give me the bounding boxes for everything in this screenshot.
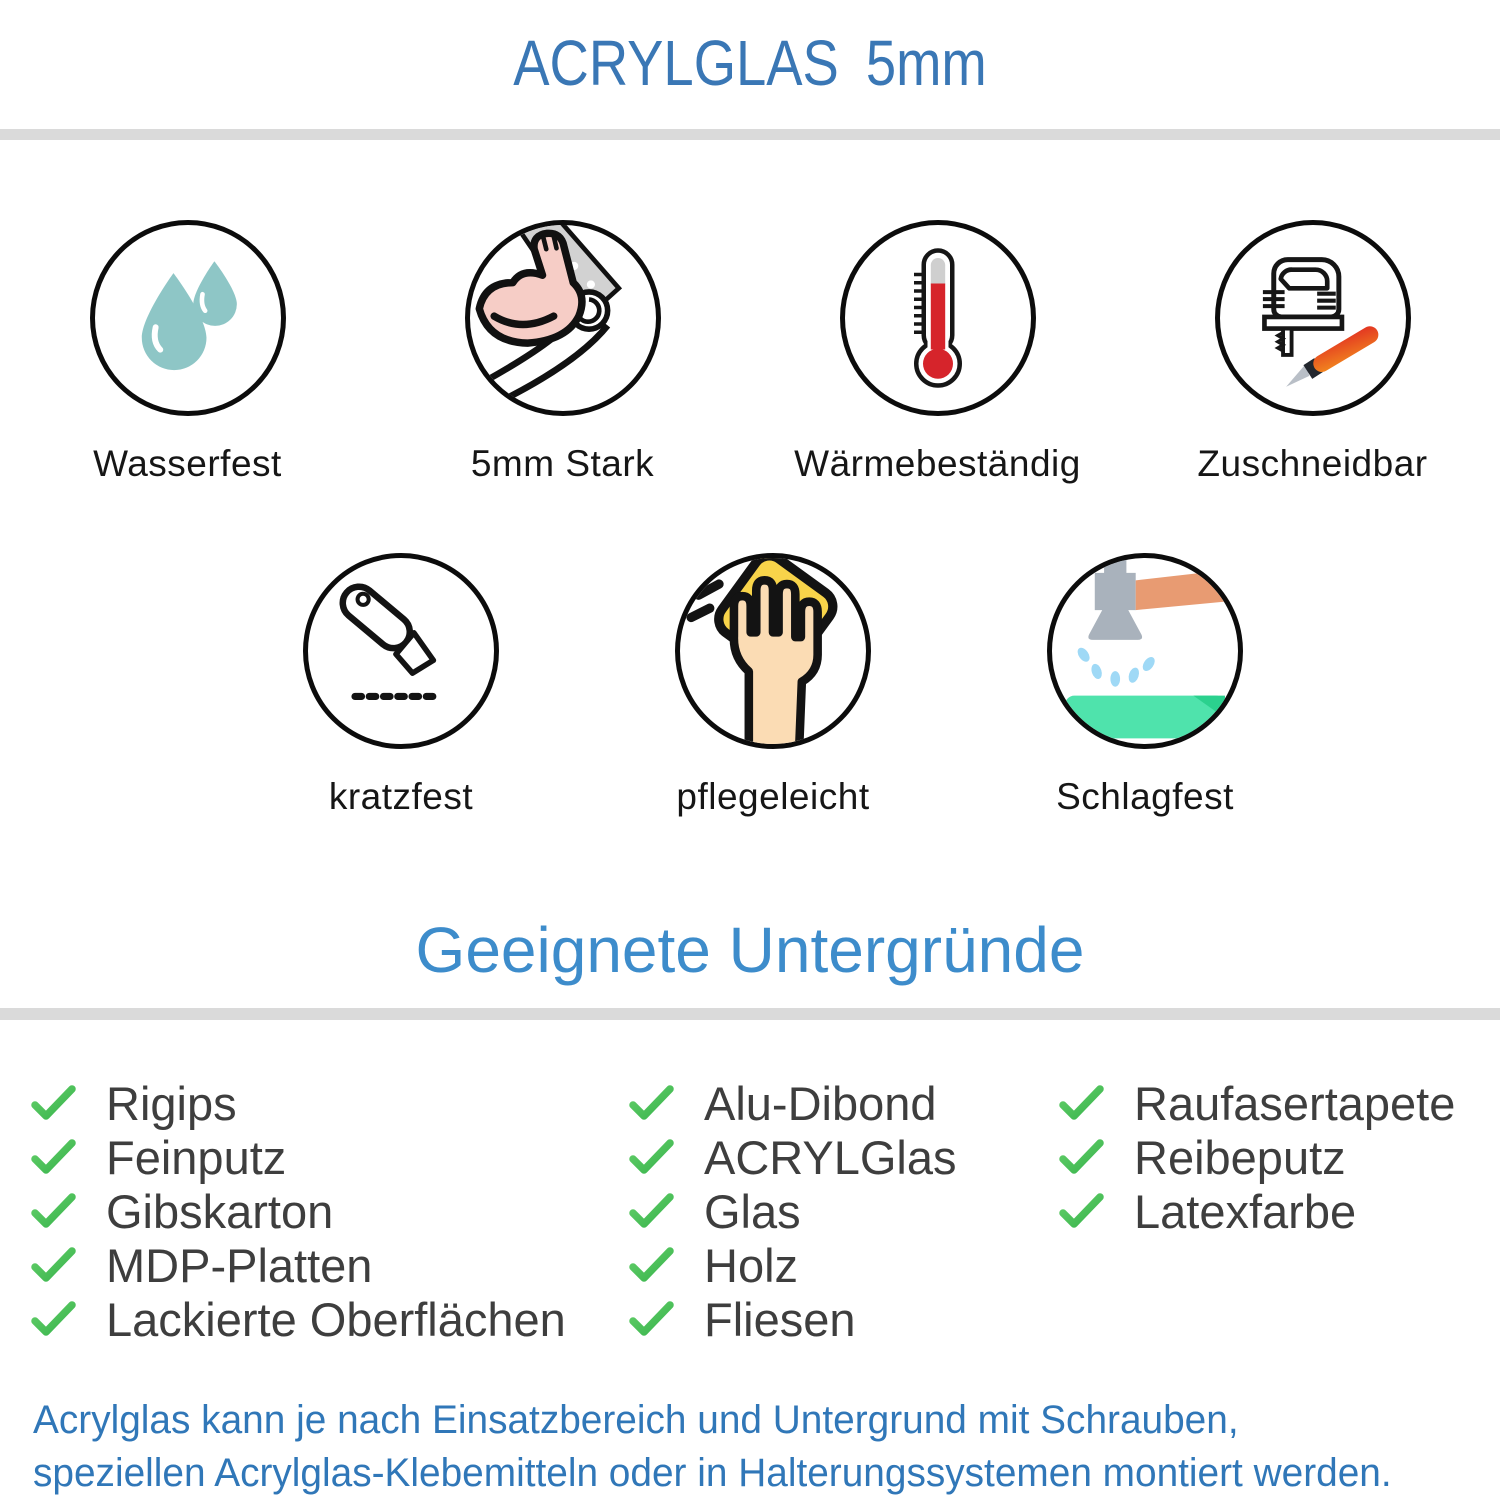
substrate-label: Alu-Dibond xyxy=(704,1076,937,1130)
footer-note xyxy=(33,1394,1392,1500)
checkmark-icon xyxy=(1058,1083,1105,1123)
feature-label: Wärmebeständig xyxy=(794,443,1081,484)
checkmark-icon xyxy=(628,1299,675,1339)
feature-circle xyxy=(465,220,661,416)
substrate-column-1 xyxy=(30,1076,566,1346)
feature-circle xyxy=(840,220,1036,416)
checkmark-icon xyxy=(30,1245,77,1285)
substrate-item xyxy=(628,1292,957,1346)
hammer-icon xyxy=(1052,558,1238,744)
footer-line-1: Acrylglas kann je nach Einsatzbereich und Untergrund mit Schrauben, xyxy=(33,1398,1239,1442)
substrate-item xyxy=(30,1076,566,1130)
substrate-item xyxy=(30,1184,566,1238)
features-row-1 xyxy=(0,220,1500,485)
divider-top xyxy=(0,129,1500,140)
checkmark-icon xyxy=(30,1299,77,1339)
checkmark-icon xyxy=(628,1245,675,1285)
substrate-item xyxy=(30,1238,566,1292)
feature-5mm-stark xyxy=(390,220,735,485)
substrate-label: Rigips xyxy=(106,1076,237,1130)
substrate-label: Glas xyxy=(704,1184,801,1238)
water-drops-icon xyxy=(122,252,254,384)
feature-waermebestaendig xyxy=(765,220,1110,485)
substrate-label: Feinputz xyxy=(106,1130,287,1184)
checkmark-icon xyxy=(30,1083,77,1123)
substrate-column-2 xyxy=(628,1076,957,1346)
feature-circle xyxy=(675,553,871,749)
feature-zuschneidbar xyxy=(1140,220,1485,485)
muscle-arm-icon xyxy=(470,225,656,411)
thermometer-icon xyxy=(863,243,1013,393)
feature-label: Wasserfest xyxy=(93,443,282,484)
substrate-label: Fliesen xyxy=(704,1292,856,1346)
feature-circle xyxy=(90,220,286,416)
substrate-label: Raufasertapete xyxy=(1134,1076,1456,1130)
feature-kratzfest xyxy=(215,553,587,818)
feature-label: 5mm Stark xyxy=(470,443,655,484)
checkmark-icon xyxy=(30,1191,77,1231)
substrates-heading: Geeignete Untergründe xyxy=(415,914,1085,986)
substrate-column-3 xyxy=(1058,1076,1455,1238)
substrate-item xyxy=(628,1238,957,1292)
checkmark-icon xyxy=(628,1137,675,1177)
checkmark-icon xyxy=(30,1137,77,1177)
features-row-2 xyxy=(215,553,1331,818)
feature-wasserfest xyxy=(15,220,360,485)
feature-label: kratzfest xyxy=(328,776,474,817)
checkmark-icon xyxy=(1058,1191,1105,1231)
feature-label: Schlagfest xyxy=(1056,776,1234,817)
substrate-label: Lackierte Oberflächen xyxy=(106,1292,566,1346)
substrate-label: Latexfarbe xyxy=(1134,1184,1357,1238)
feature-circle xyxy=(1047,553,1243,749)
feature-circle xyxy=(1215,220,1411,416)
substrate-item xyxy=(1058,1130,1455,1184)
feature-circle xyxy=(303,553,499,749)
feature-pflegeleicht xyxy=(587,553,959,818)
cleaning-hand-icon xyxy=(680,558,866,744)
utility-knife-icon xyxy=(324,574,479,729)
feature-label: pflegeleicht xyxy=(676,776,870,817)
substrate-item xyxy=(628,1130,957,1184)
substrate-label: MDP-Platten xyxy=(106,1238,373,1292)
substrate-item xyxy=(1058,1184,1455,1238)
checkmark-icon xyxy=(628,1083,675,1123)
checkmark-icon xyxy=(628,1191,675,1231)
substrate-label: Gibskarton xyxy=(106,1184,334,1238)
jigsaw-icon xyxy=(1235,241,1390,396)
feature-label: Zuschneidbar xyxy=(1197,443,1428,484)
substrate-label: Reibeputz xyxy=(1134,1130,1346,1184)
substrate-item xyxy=(628,1184,957,1238)
footer-line-2: speziellen Acrylglas-Klebemitteln oder in Halterungssystemen montiert werden. xyxy=(33,1451,1392,1495)
substrate-item xyxy=(628,1076,957,1130)
substrate-item xyxy=(30,1292,566,1346)
substrate-label: Holz xyxy=(704,1238,799,1292)
checkmark-icon xyxy=(1058,1137,1105,1177)
substrate-label: ACRYLGlas xyxy=(704,1130,957,1184)
page-title: ACRYLGLAS 5mm xyxy=(513,27,987,99)
substrate-item xyxy=(30,1130,566,1184)
substrate-item xyxy=(1058,1076,1455,1130)
feature-schlagfest xyxy=(959,553,1331,818)
divider-middle xyxy=(0,1008,1500,1020)
